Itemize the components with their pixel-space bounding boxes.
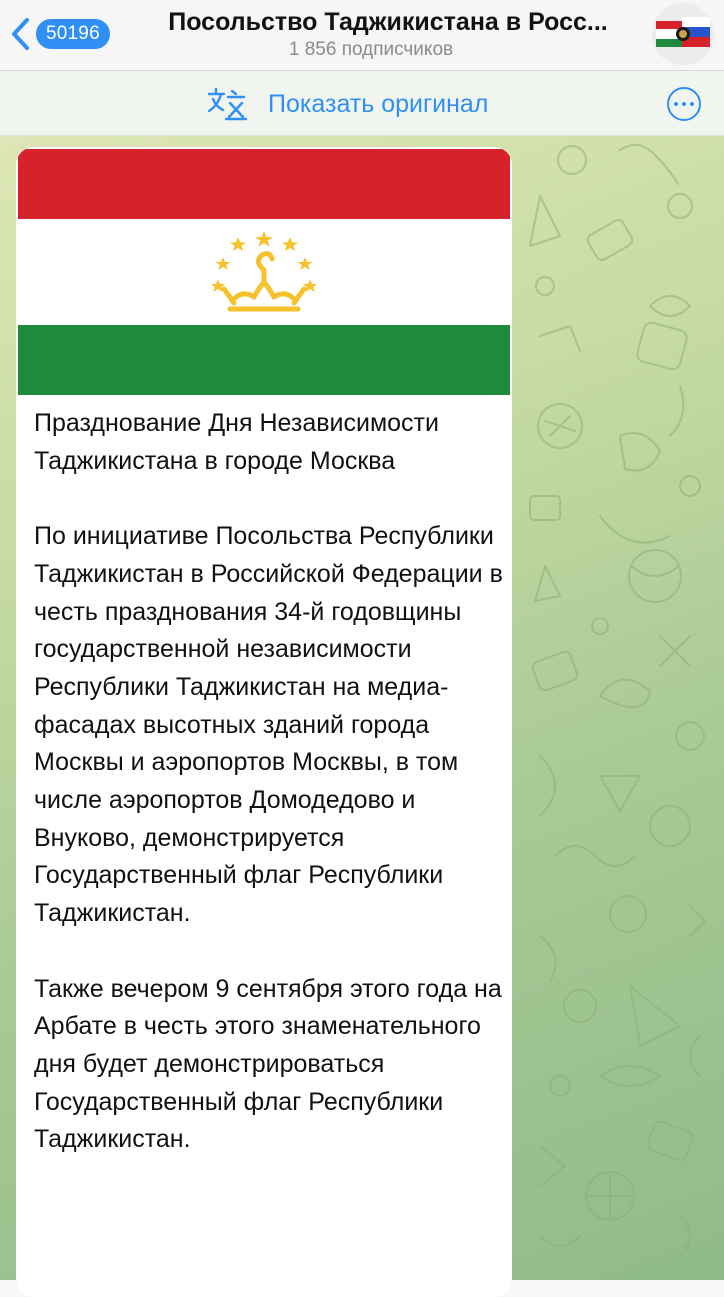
translate-bar — [0, 71, 724, 136]
back-button[interactable] — [8, 14, 110, 54]
translate-icon — [206, 87, 248, 121]
tajikistan-flag-image[interactable] — [18, 149, 510, 395]
message-paragraph: Также вечером 9 сентября этого года на Арбате в честь этого знаменательного дня будет демонстрироваться Государственный флаг Республики Таджикистан. — [34, 974, 502, 1154]
channel-title: Посольство Таджикистана в Росс... — [168, 8, 608, 36]
more-options-button[interactable] — [667, 87, 701, 121]
unread-count-badge: 50196 — [36, 19, 110, 49]
chevron-left-icon — [8, 16, 32, 52]
channel-info[interactable] — [138, 6, 638, 62]
chat-header — [0, 0, 724, 71]
more-horizontal-icon — [674, 102, 678, 106]
channel-avatar[interactable] — [652, 3, 714, 65]
show-original-link[interactable]: Показать оригинал — [268, 90, 489, 118]
message-bubble[interactable] — [16, 147, 512, 1297]
message-text — [34, 405, 504, 1197]
message-paragraph: По инициативе Посольства Республики Таджикистан в Российской Федерации в честь празднования 34-й годовщины государственной независимости Республики Таджикистан на медиа-фасадах высотных зданий города Москвы и аэропортов Москвы, в том числе аэропортов Домодедово и Внуково, демонстрируется Государственный флаг Республики Таджикистан. — [34, 522, 503, 928]
subscriber-count: 1 856 подписчиков — [288, 39, 454, 60]
message-paragraph: Празднование Дня Независимости Таджикистана в городе Москва — [34, 409, 439, 475]
